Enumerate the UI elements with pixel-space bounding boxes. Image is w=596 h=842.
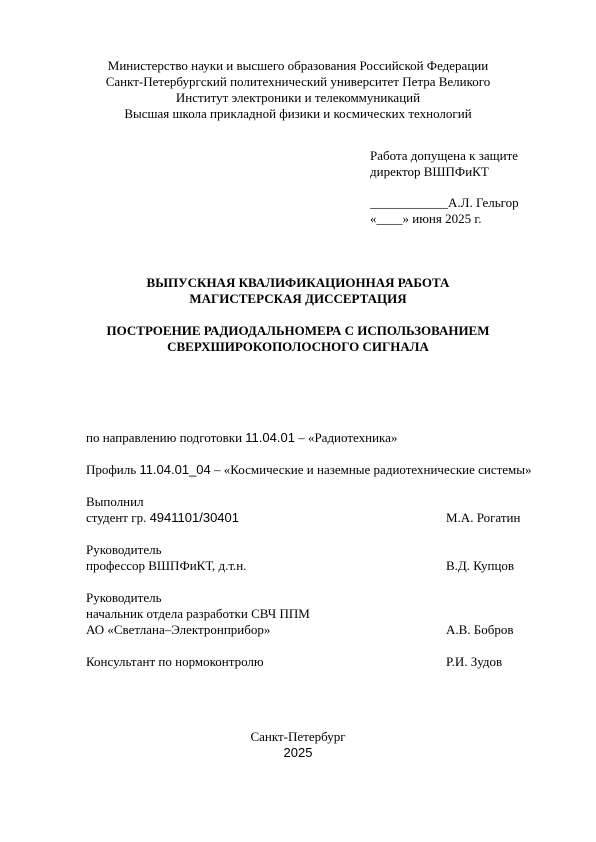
consultant-role: Консультант по нормоконтролю	[86, 654, 264, 669]
supervisor1-name: В.Д. Купцов	[446, 558, 515, 573]
institute-line: Институт электроники и телекоммуникаций	[175, 90, 421, 105]
footer-city: Санкт-Петербург	[250, 729, 346, 744]
supervisor1-desc: профессор ВШПФиКТ, д.т.н.	[86, 558, 247, 573]
footer-year: 2025	[283, 745, 313, 760]
ministry-line: Министерство науки и высшего образования Российской Федерации	[107, 58, 489, 73]
work-type-line1: ВЫПУСКНАЯ КВАЛИФИКАЦИОННАЯ РАБОТА	[146, 275, 450, 290]
performer-desc	[86, 510, 239, 525]
topic-line1: ПОСТРОЕНИЕ РАДИОДАЛЬНОМЕРА С ИСПОЛЬЗОВАНИЕМ	[106, 323, 490, 338]
profile-prefix: Профиль	[86, 462, 140, 477]
supervisor1-role: Руководитель	[86, 542, 162, 557]
direction-line	[86, 430, 397, 445]
supervisor2-desc1: начальник отдела разработки СВЧ ППМ	[86, 606, 310, 621]
supervisor2-desc2: АО «Светлана–Электронприбор»	[86, 622, 271, 637]
approval-date: «____» июня 2025 г.	[370, 211, 482, 226]
topic-line2: СВЕРХШИРОКОПОЛОСНОГО СИГНАЛА	[167, 339, 429, 354]
university-line: Санкт-Петербургский политехнический университет Петра Великого	[105, 74, 491, 89]
profile-suffix: – «Космические и наземные радиотехнические системы»	[210, 462, 532, 477]
performer-desc-prefix: студент гр.	[86, 510, 150, 525]
approval-line1: Работа допущена к защите	[370, 148, 519, 163]
direction-prefix: по направлению подготовки	[86, 430, 246, 445]
consultant-name: Р.И. Зудов	[446, 654, 503, 669]
direction-code: 11.04.01	[245, 430, 295, 445]
approval-signature: ____________А.Л. Гельгор	[370, 195, 519, 210]
profile-line	[86, 462, 532, 477]
performer-name: М.А. Рогатин	[446, 510, 521, 525]
supervisor2-role: Руководитель	[86, 590, 162, 605]
work-type-line2: МАГИСТЕРСКАЯ ДИССЕРТАЦИЯ	[189, 291, 407, 306]
approval-line2: директор ВШПФиКТ	[370, 164, 489, 179]
supervisor2-name: А.В. Бобров	[446, 622, 514, 637]
profile-code: 11.04.01_04	[139, 462, 211, 477]
school-line: Высшая школа прикладной физики и космических технологий	[124, 106, 472, 121]
performer-group: 4941101/30401	[149, 510, 239, 525]
direction-suffix: – «Радиотехника»	[294, 430, 398, 445]
performer-role: Выполнил	[86, 494, 144, 509]
